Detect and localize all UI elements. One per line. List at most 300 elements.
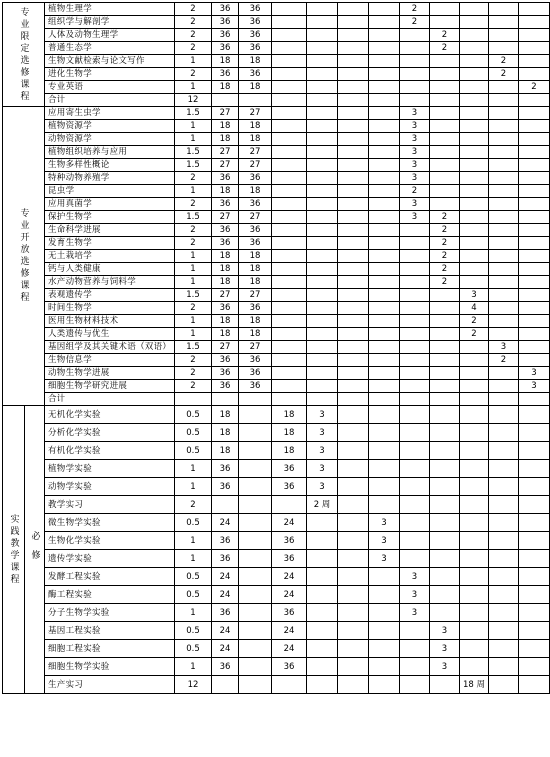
semester-s7-cell bbox=[489, 250, 519, 263]
table-row bbox=[3, 478, 550, 496]
semester-s5-cell bbox=[430, 406, 460, 424]
semester-s2-cell bbox=[338, 622, 369, 640]
semester-s4-cell bbox=[400, 328, 430, 341]
course-name: 基因组学及其关键术语（双语） bbox=[45, 341, 175, 354]
lecture-hours-cell: 18 bbox=[239, 263, 272, 276]
total-hours-cell: 36 bbox=[212, 16, 239, 29]
lecture-hours-cell: 36 bbox=[239, 237, 272, 250]
semester-s6-cell bbox=[460, 237, 489, 250]
semester-s1-cell bbox=[307, 211, 338, 224]
lecture-hours-cell: 18 bbox=[239, 328, 272, 341]
credits-cell: 1 bbox=[175, 81, 212, 94]
course-name: 遗传学实验 bbox=[45, 550, 175, 568]
semester-s5-cell bbox=[430, 460, 460, 478]
semester-s7-cell bbox=[489, 16, 519, 29]
semester-s5-cell bbox=[430, 380, 460, 393]
table-row bbox=[3, 640, 550, 658]
lab-hours-cell: 24 bbox=[272, 514, 307, 532]
semester-s6-cell bbox=[460, 224, 489, 237]
empty-cell bbox=[460, 94, 489, 107]
lab-hours-cell: 18 bbox=[272, 424, 307, 442]
semester-s3-cell bbox=[369, 224, 400, 237]
total-credits bbox=[175, 393, 212, 406]
semester-s8-cell bbox=[519, 3, 550, 16]
lecture-hours-cell: 36 bbox=[239, 367, 272, 380]
table-row bbox=[3, 550, 550, 568]
lab-hours-cell bbox=[272, 211, 307, 224]
lab-hours-cell bbox=[272, 107, 307, 120]
semester-s8-cell bbox=[519, 276, 550, 289]
table-row bbox=[3, 159, 550, 172]
semester-s7-cell bbox=[489, 224, 519, 237]
empty-cell bbox=[338, 94, 369, 107]
semester-s4-cell bbox=[400, 478, 430, 496]
semester-s4-cell bbox=[400, 42, 430, 55]
lecture-hours-cell bbox=[239, 460, 272, 478]
table-row bbox=[3, 107, 550, 120]
semester-s5-cell bbox=[430, 120, 460, 133]
semester-s4-cell bbox=[400, 55, 430, 68]
semester-s8-cell bbox=[519, 55, 550, 68]
semester-s6-cell bbox=[460, 367, 489, 380]
semester-s7-cell bbox=[489, 550, 519, 568]
lab-hours-cell bbox=[272, 341, 307, 354]
credits-cell: 1 bbox=[175, 263, 212, 276]
semester-s4-cell: 3 bbox=[400, 211, 430, 224]
lecture-hours-cell: 18 bbox=[239, 120, 272, 133]
semester-s5-cell bbox=[430, 586, 460, 604]
semester-s2-cell bbox=[338, 367, 369, 380]
semester-s6-cell bbox=[460, 424, 489, 442]
lab-hours-cell bbox=[272, 315, 307, 328]
semester-s4-cell: 3 bbox=[400, 568, 430, 586]
semester-s1-cell bbox=[307, 341, 338, 354]
semester-s6-cell bbox=[460, 478, 489, 496]
semester-s6-cell bbox=[460, 658, 489, 676]
semester-s6-cell bbox=[460, 550, 489, 568]
semester-s1-cell: 3 bbox=[307, 460, 338, 478]
table-row bbox=[3, 133, 550, 146]
semester-s8-cell: 3 bbox=[519, 367, 550, 380]
credits-cell: 1 bbox=[175, 276, 212, 289]
lecture-hours-cell: 36 bbox=[239, 380, 272, 393]
credits-cell: 1 bbox=[175, 478, 212, 496]
lecture-hours-cell bbox=[239, 406, 272, 424]
semester-s7-cell bbox=[489, 211, 519, 224]
credits-cell: 2 bbox=[175, 3, 212, 16]
total-hours-cell: 18 bbox=[212, 406, 239, 424]
semester-s3-cell bbox=[369, 676, 400, 694]
semester-s8-cell bbox=[519, 640, 550, 658]
semester-s6-cell bbox=[460, 640, 489, 658]
total-hours-cell: 18 bbox=[212, 81, 239, 94]
table-row bbox=[3, 185, 550, 198]
lecture-hours-cell: 27 bbox=[239, 289, 272, 302]
semester-s6-cell bbox=[460, 29, 489, 42]
lecture-hours-cell bbox=[239, 442, 272, 460]
lab-hours-cell bbox=[272, 81, 307, 94]
lab-hours-cell: 24 bbox=[272, 586, 307, 604]
semester-s3-cell bbox=[369, 29, 400, 42]
table-row bbox=[3, 198, 550, 211]
semester-s7-cell bbox=[489, 380, 519, 393]
semester-s2-cell bbox=[338, 302, 369, 315]
semester-s8-cell bbox=[519, 29, 550, 42]
semester-s4-cell: 3 bbox=[400, 604, 430, 622]
semester-s5-cell bbox=[430, 424, 460, 442]
empty-cell bbox=[239, 94, 272, 107]
semester-s6-cell bbox=[460, 55, 489, 68]
semester-s1-cell bbox=[307, 224, 338, 237]
semester-s1-cell bbox=[307, 29, 338, 42]
semester-s6-cell bbox=[460, 514, 489, 532]
semester-s7-cell bbox=[489, 406, 519, 424]
semester-s7-cell bbox=[489, 442, 519, 460]
course-name: 水产动物营养与饲料学 bbox=[45, 276, 175, 289]
semester-s2-cell bbox=[338, 55, 369, 68]
course-name: 人类遗传与优生 bbox=[45, 328, 175, 341]
semester-s1-cell bbox=[307, 237, 338, 250]
lab-hours-cell bbox=[272, 676, 307, 694]
table-row bbox=[3, 263, 550, 276]
table-row bbox=[3, 622, 550, 640]
empty-cell bbox=[272, 393, 307, 406]
table-row bbox=[3, 250, 550, 263]
semester-s6-cell bbox=[460, 81, 489, 94]
table-row bbox=[3, 586, 550, 604]
semester-s1-cell bbox=[307, 120, 338, 133]
total-hours-cell: 24 bbox=[212, 640, 239, 658]
total-hours-cell: 36 bbox=[212, 198, 239, 211]
lab-hours-cell bbox=[272, 250, 307, 263]
semester-s3-cell: 3 bbox=[369, 550, 400, 568]
course-name: 表观遗传学 bbox=[45, 289, 175, 302]
semester-s3-cell bbox=[369, 315, 400, 328]
semester-s2-cell bbox=[338, 133, 369, 146]
semester-s6-cell bbox=[460, 107, 489, 120]
semester-s6-cell bbox=[460, 460, 489, 478]
semester-s1-cell bbox=[307, 133, 338, 146]
semester-s7-cell bbox=[489, 424, 519, 442]
semester-s7-cell bbox=[489, 367, 519, 380]
semester-s4-cell bbox=[400, 496, 430, 514]
semester-s4-cell: 2 bbox=[400, 185, 430, 198]
semester-s5-cell bbox=[430, 604, 460, 622]
lecture-hours-cell bbox=[239, 658, 272, 676]
lecture-hours-cell: 18 bbox=[239, 276, 272, 289]
credits-cell: 2 bbox=[175, 237, 212, 250]
semester-s7-cell bbox=[489, 532, 519, 550]
lecture-hours-cell: 27 bbox=[239, 159, 272, 172]
semester-s8-cell bbox=[519, 263, 550, 276]
semester-s1-cell bbox=[307, 622, 338, 640]
semester-s4-cell bbox=[400, 315, 430, 328]
semester-s1-cell bbox=[307, 68, 338, 81]
semester-s6-cell bbox=[460, 198, 489, 211]
semester-s8-cell bbox=[519, 107, 550, 120]
semester-s5-cell: 3 bbox=[430, 622, 460, 640]
lab-hours-cell bbox=[272, 302, 307, 315]
lab-hours-cell: 24 bbox=[272, 622, 307, 640]
course-name: 细胞生物学研究进展 bbox=[45, 380, 175, 393]
lab-hours-cell bbox=[272, 237, 307, 250]
semester-s3-cell bbox=[369, 354, 400, 367]
semester-s7-cell bbox=[489, 237, 519, 250]
lab-hours-cell bbox=[272, 328, 307, 341]
semester-s8-cell bbox=[519, 478, 550, 496]
semester-s4-cell bbox=[400, 29, 430, 42]
table-row bbox=[3, 604, 550, 622]
semester-s4-cell bbox=[400, 676, 430, 694]
credits-cell: 1 bbox=[175, 604, 212, 622]
semester-s3-cell bbox=[369, 237, 400, 250]
table-row bbox=[3, 315, 550, 328]
course-name: 动物学实验 bbox=[45, 478, 175, 496]
semester-s7-cell bbox=[489, 460, 519, 478]
semester-s7-cell bbox=[489, 146, 519, 159]
semester-s3-cell bbox=[369, 478, 400, 496]
semester-s5-cell: 2 bbox=[430, 237, 460, 250]
lecture-hours-cell bbox=[239, 514, 272, 532]
course-name: 应用真菌学 bbox=[45, 198, 175, 211]
lab-hours-cell bbox=[272, 3, 307, 16]
lecture-hours-cell: 36 bbox=[239, 224, 272, 237]
semester-s3-cell bbox=[369, 568, 400, 586]
table-row bbox=[3, 237, 550, 250]
credits-cell: 2 bbox=[175, 496, 212, 514]
total-hours-cell: 36 bbox=[212, 460, 239, 478]
credits-cell: 2 bbox=[175, 172, 212, 185]
semester-s1-cell bbox=[307, 107, 338, 120]
table-row bbox=[3, 68, 550, 81]
semester-s6-cell bbox=[460, 3, 489, 16]
course-name: 动物资源学 bbox=[45, 133, 175, 146]
curriculum-table-body bbox=[3, 3, 550, 694]
semester-s5-cell bbox=[430, 341, 460, 354]
semester-s1-cell bbox=[307, 146, 338, 159]
semester-s6-cell: 2 bbox=[460, 328, 489, 341]
course-name: 生产实习 bbox=[45, 676, 175, 694]
lecture-hours-cell bbox=[239, 496, 272, 514]
lecture-hours-cell: 27 bbox=[239, 341, 272, 354]
table-row bbox=[3, 354, 550, 367]
lecture-hours-cell bbox=[239, 550, 272, 568]
semester-s2-cell bbox=[338, 676, 369, 694]
lab-hours-cell bbox=[272, 224, 307, 237]
credits-cell: 1.5 bbox=[175, 159, 212, 172]
lecture-hours-cell: 36 bbox=[239, 68, 272, 81]
semester-s6-cell: 3 bbox=[460, 289, 489, 302]
lab-hours-cell bbox=[272, 159, 307, 172]
total-hours-cell: 27 bbox=[212, 146, 239, 159]
semester-s1-cell: 2 周 bbox=[307, 496, 338, 514]
semester-s3-cell bbox=[369, 380, 400, 393]
semester-s1-cell bbox=[307, 263, 338, 276]
semester-s6-cell bbox=[460, 496, 489, 514]
semester-s1-cell bbox=[307, 289, 338, 302]
semester-s1-cell bbox=[307, 16, 338, 29]
lab-hours-cell bbox=[272, 185, 307, 198]
lab-hours-cell bbox=[272, 263, 307, 276]
semester-s3-cell bbox=[369, 604, 400, 622]
course-name: 植物资源学 bbox=[45, 120, 175, 133]
semester-s8-cell bbox=[519, 424, 550, 442]
semester-s7-cell bbox=[489, 328, 519, 341]
semester-s4-cell bbox=[400, 460, 430, 478]
lab-hours-cell bbox=[272, 172, 307, 185]
semester-s7-cell bbox=[489, 133, 519, 146]
total-row bbox=[3, 393, 550, 406]
semester-s2-cell bbox=[338, 159, 369, 172]
total-label: 合计 bbox=[45, 393, 175, 406]
lab-hours-cell: 36 bbox=[272, 658, 307, 676]
course-name: 生命科学进展 bbox=[45, 224, 175, 237]
empty-cell bbox=[430, 94, 460, 107]
lecture-hours-cell bbox=[239, 424, 272, 442]
semester-s3-cell bbox=[369, 328, 400, 341]
credits-cell: 1 bbox=[175, 120, 212, 133]
lab-hours-cell bbox=[272, 29, 307, 42]
section-title: 专业限定选修课程 bbox=[3, 3, 45, 107]
table-row bbox=[3, 81, 550, 94]
total-hours-cell: 18 bbox=[212, 55, 239, 68]
lecture-hours-cell bbox=[239, 586, 272, 604]
semester-s8-cell bbox=[519, 658, 550, 676]
course-name: 生物多样性概论 bbox=[45, 159, 175, 172]
credits-cell: 2 bbox=[175, 302, 212, 315]
semester-s6-cell bbox=[460, 263, 489, 276]
semester-s2-cell bbox=[338, 263, 369, 276]
empty-cell bbox=[430, 393, 460, 406]
lab-hours-cell: 36 bbox=[272, 550, 307, 568]
empty-cell bbox=[519, 393, 550, 406]
semester-s1-cell bbox=[307, 586, 338, 604]
semester-s2-cell bbox=[338, 341, 369, 354]
semester-s1-cell bbox=[307, 354, 338, 367]
semester-s8-cell bbox=[519, 289, 550, 302]
total-hours-cell: 27 bbox=[212, 159, 239, 172]
course-name: 植物学实验 bbox=[45, 460, 175, 478]
lab-hours-cell bbox=[272, 198, 307, 211]
empty-cell bbox=[212, 94, 239, 107]
table-row bbox=[3, 367, 550, 380]
semester-s6-cell bbox=[460, 250, 489, 263]
semester-s1-cell bbox=[307, 676, 338, 694]
credits-cell: 0.5 bbox=[175, 568, 212, 586]
empty-cell bbox=[338, 393, 369, 406]
semester-s8-cell bbox=[519, 250, 550, 263]
semester-s2-cell bbox=[338, 107, 369, 120]
semester-s5-cell: 2 bbox=[430, 211, 460, 224]
table-row bbox=[3, 532, 550, 550]
section-title: 专业开放选修课程 bbox=[3, 107, 45, 406]
semester-s7-cell bbox=[489, 81, 519, 94]
credits-cell: 1.5 bbox=[175, 211, 212, 224]
semester-s4-cell bbox=[400, 514, 430, 532]
semester-s7-cell: 2 bbox=[489, 68, 519, 81]
semester-s5-cell bbox=[430, 367, 460, 380]
table-row bbox=[3, 676, 550, 694]
semester-s3-cell bbox=[369, 424, 400, 442]
total-hours-cell: 18 bbox=[212, 424, 239, 442]
semester-s4-cell bbox=[400, 550, 430, 568]
semester-s5-cell bbox=[430, 550, 460, 568]
total-hours-cell: 36 bbox=[212, 302, 239, 315]
semester-s1-cell: 3 bbox=[307, 442, 338, 460]
semester-s4-cell bbox=[400, 532, 430, 550]
semester-s6-cell bbox=[460, 276, 489, 289]
semester-s8-cell: 3 bbox=[519, 380, 550, 393]
credits-cell: 2 bbox=[175, 16, 212, 29]
semester-s4-cell bbox=[400, 289, 430, 302]
lab-hours-cell bbox=[272, 133, 307, 146]
lab-hours-cell: 36 bbox=[272, 532, 307, 550]
semester-s8-cell bbox=[519, 16, 550, 29]
table-row bbox=[3, 514, 550, 532]
lecture-hours-cell bbox=[239, 532, 272, 550]
empty-cell bbox=[460, 393, 489, 406]
semester-s7-cell bbox=[489, 159, 519, 172]
lecture-hours-cell: 36 bbox=[239, 29, 272, 42]
total-hours-cell: 36 bbox=[212, 354, 239, 367]
semester-s8-cell bbox=[519, 532, 550, 550]
semester-s5-cell bbox=[430, 442, 460, 460]
empty-cell bbox=[400, 393, 430, 406]
semester-s7-cell bbox=[489, 622, 519, 640]
semester-s4-cell: 2 bbox=[400, 16, 430, 29]
semester-s1-cell bbox=[307, 640, 338, 658]
semester-s7-cell: 2 bbox=[489, 354, 519, 367]
lecture-hours-cell: 18 bbox=[239, 133, 272, 146]
semester-s5-cell bbox=[430, 354, 460, 367]
semester-s7-cell bbox=[489, 185, 519, 198]
semester-s3-cell bbox=[369, 81, 400, 94]
total-hours-cell: 24 bbox=[212, 622, 239, 640]
semester-s1-cell bbox=[307, 172, 338, 185]
course-name: 昆虫学 bbox=[45, 185, 175, 198]
course-name: 组织学与解剖学 bbox=[45, 16, 175, 29]
semester-s5-cell bbox=[430, 328, 460, 341]
credits-cell: 2 bbox=[175, 380, 212, 393]
semester-s4-cell: 3 bbox=[400, 172, 430, 185]
semester-s3-cell bbox=[369, 586, 400, 604]
semester-s7-cell: 2 bbox=[489, 55, 519, 68]
semester-s8-cell bbox=[519, 133, 550, 146]
semester-s2-cell bbox=[338, 442, 369, 460]
semester-s3-cell bbox=[369, 341, 400, 354]
credits-cell: 2 bbox=[175, 42, 212, 55]
semester-s3-cell bbox=[369, 406, 400, 424]
course-name: 无土栽培学 bbox=[45, 250, 175, 263]
semester-s1-cell bbox=[307, 550, 338, 568]
semester-s4-cell bbox=[400, 224, 430, 237]
lab-hours-cell bbox=[272, 289, 307, 302]
lab-hours-cell bbox=[272, 380, 307, 393]
semester-s7-cell: 3 bbox=[489, 341, 519, 354]
lecture-hours-cell: 36 bbox=[239, 198, 272, 211]
semester-s4-cell: 3 bbox=[400, 159, 430, 172]
total-hours-cell: 36 bbox=[212, 29, 239, 42]
empty-cell bbox=[489, 393, 519, 406]
empty-cell bbox=[369, 393, 400, 406]
semester-s1-cell: 3 bbox=[307, 478, 338, 496]
table-row bbox=[3, 29, 550, 42]
semester-s1-cell bbox=[307, 250, 338, 263]
empty-cell bbox=[272, 94, 307, 107]
semester-s8-cell bbox=[519, 68, 550, 81]
semester-s5-cell bbox=[430, 68, 460, 81]
semester-s7-cell bbox=[489, 3, 519, 16]
